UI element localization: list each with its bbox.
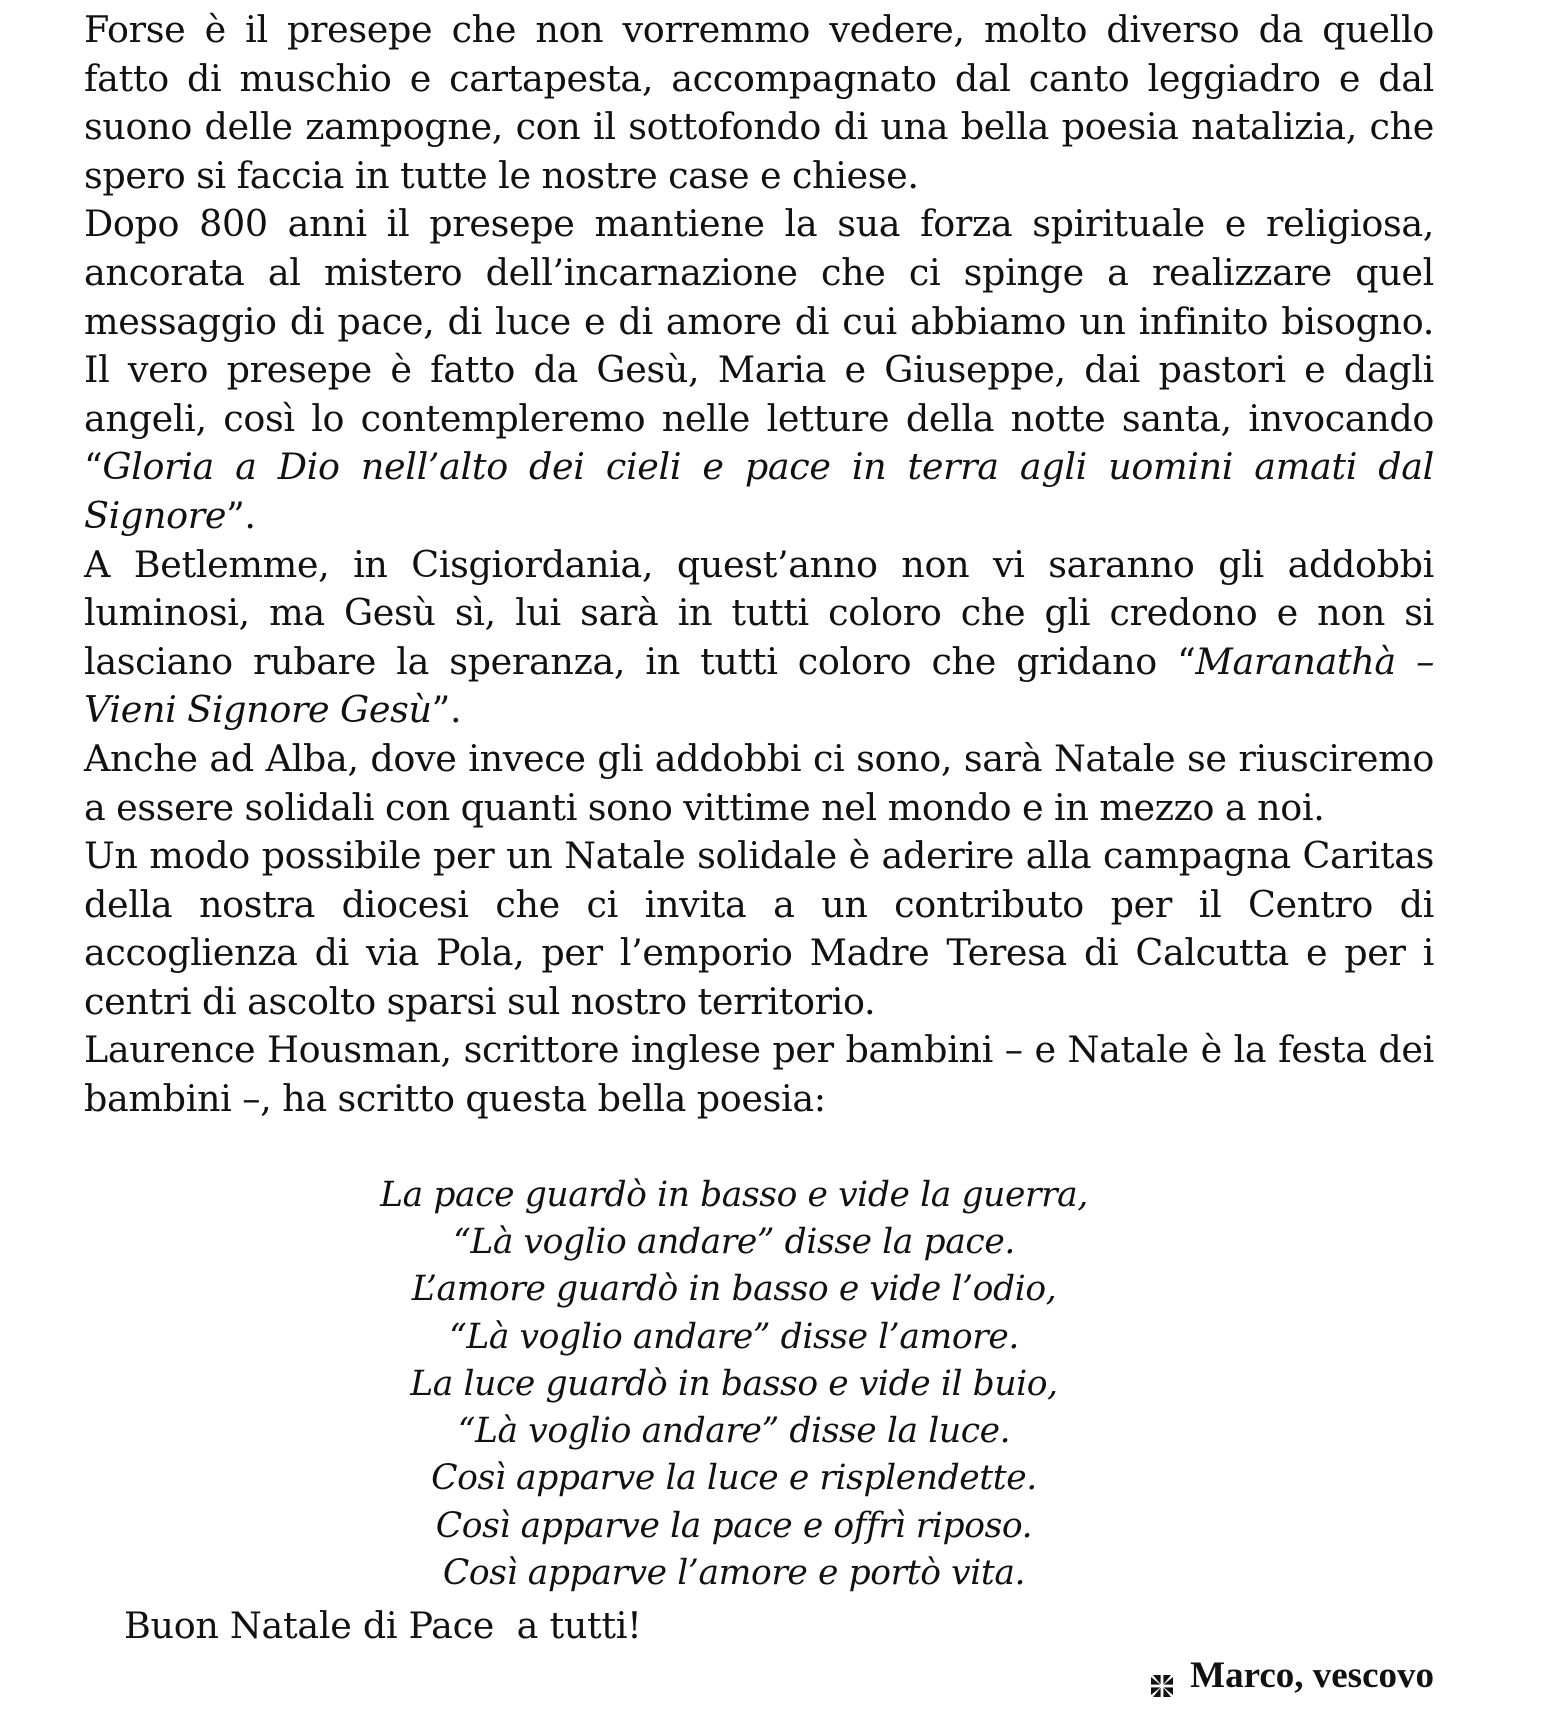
paragraph-text: Anche ad Alba, dove invece gli addobbi ci sono, sarà Natale se riusciremo a essere solidali con quanti sono vittime nel mondo e in mezzo a noi. [84,736,1434,829]
paragraph-text: Un modo possibile per un Natale solidale è aderire alla campagna Caritas della nostra diocesi che ci invita a un contributo per il Centro di accoglienza di via Pola, per l’emporio Madre Teresa di Calcutta e per i centri di ascolto sparsi sul nostro territorio. [84,834,1434,1023]
poem-line: L’amore guardò in basso e vide l’odio, [411,1269,1057,1310]
poem-line: La luce guardò in basso e vide il buio, [410,1363,1058,1404]
closing-greeting: Buon Natale di Pace a tutti! [124,1604,642,1647]
quote-text: Gloria a Dio nell’alto dei cieli e pace in terra agli uomini amati dal Signore [84,445,1434,537]
cross-icon [1150,1663,1174,1687]
signature [1150,1652,1434,1700]
quote-text: Maranathà – Vieni Signore Gesù [84,639,1434,732]
poem-line: “Là voglio andare” disse la luce. [457,1411,1011,1452]
letter-body [84,6,1434,1597]
paragraph [84,541,1434,735]
paragraph-text: A Betlemme, in Cisgiordania, quest’anno non vi saranno gli addobbi luminosi, ma Gesù sì, lui sarà in tutti coloro che gli credono e non si lasciano rubare la speranza, in tutti coloro che gridano “ [84,542,1434,683]
poem-line: Così apparve l’amore e portò vita. [442,1553,1026,1594]
paragraph-text: ”. [226,493,256,537]
paragraph [84,6,1434,200]
poem-line: Così apparve la luce e risplendette. [431,1458,1037,1499]
paragraph-text: Dopo 800 anni il presepe mantiene la sua forza spirituale e religiosa, ancorata al mistero dell’incarnazione che ci spinge a realizzare quel messaggio di pace, di luce e di amore di cui abbiamo un infinito bisogno. Il vero presepe è fatto da Gesù, Maria e Giuseppe, dai pastori e dagli angeli, così lo contempleremo nelle letture della notte santa, invocando “ [84,202,1434,489]
poem-line: “Là voglio andare” disse l’amore. [449,1316,1019,1357]
paragraph-text: Laurence Housman, scrittore inglese per bambini – e Natale è la festa dei bambini –, ha scritto questa bella poesia: [84,1028,1434,1121]
paragraph [84,200,1434,540]
paragraphs [84,6,1434,1124]
paragraph-text: ”. [431,688,462,732]
poem [84,1172,1434,1598]
paragraph-text: Forse è il presepe che non vorremmo vedere, molto diverso da quello fatto di muschio e cartapesta, accompagnato dal canto leggiadro e dal suono delle zampogne, con il sottofondo di una bella poesia natalizia, che spero si faccia in tutte le nostre case e chiese. [84,8,1434,197]
poem-line: “Là voglio andare” disse la pace. [453,1221,1015,1262]
paragraph [84,1026,1434,1123]
poem-line: La pace guardò in basso e vide la guerra, [380,1174,1088,1215]
signature-name: Marco, vescovo [1190,1655,1434,1696]
poem-line: Così apparve la pace e offrì riposo. [435,1505,1033,1546]
paragraph [84,735,1434,832]
paragraph [84,832,1434,1026]
